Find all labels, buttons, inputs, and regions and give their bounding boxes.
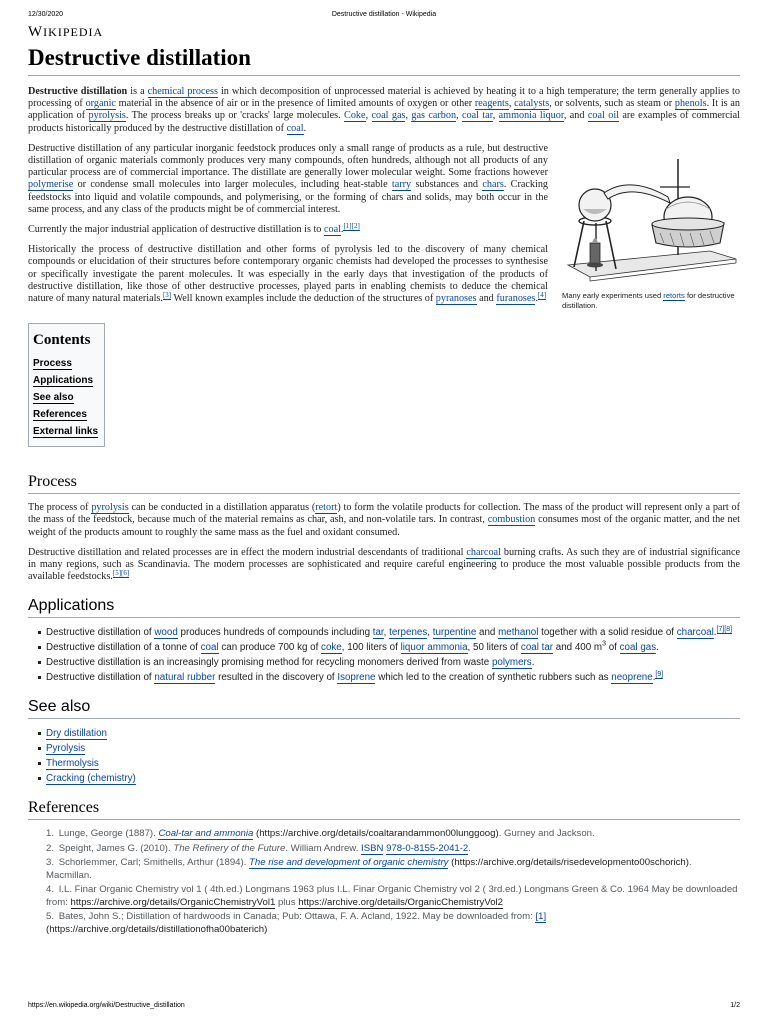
link-combustion[interactable]: combustion xyxy=(487,514,536,526)
reference-item: 2. Speight, James G. (2010). The Refinery of the Future. William Andrew. ISBN 978-0-8155-2041-2. xyxy=(46,842,471,854)
link-catalysts[interactable]: catalysts xyxy=(514,98,550,110)
page-title: Destructive distillation xyxy=(28,45,740,76)
heading-process: Process xyxy=(28,473,740,494)
figure-caption: Many early experiments used retorts for destructive distillation. xyxy=(562,290,735,310)
list-item: Destructive distillation of a tonne of coal can produce 700 kg of coke, 100 liters of liquor ammonia, 50 liters of coal tar and 400 $m^3$ of coal gas. xyxy=(38,641,740,654)
link-charcoal[interactable]: charcoal xyxy=(466,546,501,558)
references-list xyxy=(38,828,740,936)
reference-item: 3. Schorlemmer, Carl; Smithells, Arthur (1894). The rise and development of organic chemistry (https://archive.org/details/risedevelopmento00schorich). Macmillan. xyxy=(46,857,692,881)
link-ref-organic-chemistry-vol2[interactable]: https://archive.org/details/OrganicChemistryVol2 xyxy=(298,896,503,908)
heading-see-also: See also xyxy=(28,698,740,719)
list-item xyxy=(38,742,740,755)
link-dry-distillation[interactable]: Dry distillation xyxy=(46,728,107,740)
intro-paragraph-3: Currently the major industrial application of destructive distillation is to coal.[1][2] xyxy=(28,221,360,236)
link-ref-distillation-hardwoods[interactable]: [1] xyxy=(535,911,547,923)
link-tar[interactable]: tar xyxy=(372,627,384,639)
link-methanol[interactable]: methanol xyxy=(498,627,539,639)
link-coal-oil[interactable]: coal oil xyxy=(587,110,619,122)
link-natural-rubber[interactable]: natural rubber xyxy=(154,672,216,684)
heading-references: References xyxy=(28,799,740,820)
list-item: Destructive distillation is an increasingly promising method for recycling monomers derived from waste polymers. xyxy=(38,656,740,669)
intro-paragraph-2: Destructive distillation of any particular inorganic feedstock produces only a small range of products as a rule, but destructive distillation of organic materials commonly produces very many compounds, often hundreds, although not all products of any particular process are of commercial importance. The distillate are generally lower molecular weight. Some fractions however polymerise or condense small molecules into larger molecules, including heat-stable tarry substances and chars. Cracking feedstocks into liquid and volatile compounds, and polymerising, or the forming of chars and solids, may both occur in the same process, and any class of the products might be of commercial interest. xyxy=(28,142,549,215)
print-page-number: 1/2 xyxy=(730,1002,740,1009)
link-coal-tar-2[interactable]: coal tar xyxy=(520,642,554,654)
toc-item-process[interactable]: Process xyxy=(33,358,72,370)
toc-item-external-links[interactable]: External links xyxy=(33,426,99,438)
link-chemical-process[interactable]: chemical process xyxy=(147,86,218,97)
print-url: https://en.wikipedia.org/wiki/Destructive_distillation xyxy=(28,1002,185,1009)
retort-figure xyxy=(560,147,740,311)
toc-title: Contents xyxy=(33,332,91,349)
link-pyrolysis-3[interactable]: Pyrolysis xyxy=(46,743,86,755)
citation-9[interactable]: [9] xyxy=(655,671,664,679)
see-also-list xyxy=(38,727,740,785)
link-coal-gas-2[interactable]: coal gas xyxy=(619,642,657,654)
link-charcoal-2[interactable]: charcoal xyxy=(676,627,714,639)
link-coal-2[interactable]: coal xyxy=(323,224,341,236)
link-ref-rise-and-development[interactable]: The rise and development of organic chemistry xyxy=(249,857,449,869)
link-liquor-ammonia[interactable]: liquor ammonia xyxy=(400,642,468,654)
link-pyranoses[interactable]: pyranoses xyxy=(435,293,477,305)
link-coke-2[interactable]: coke xyxy=(321,642,342,654)
link-coal-tar[interactable]: coal tar xyxy=(462,110,493,122)
citation-3[interactable]: [3] xyxy=(162,290,172,299)
link-polymers[interactable]: polymers xyxy=(491,657,532,669)
intro-paragraph-1: Destructive distillation is a chemical process in which decomposition of unprocessed material is achieved by heating it to a high temperature; the term generally applies to processing of organic material in the absence of air or in the presence of limited amounts of oxygen or other reagents, catalysts, or solvents, such as steam or phenols. It is an application of pyrolysis. The process breaks up or 'cracks' large molecules. Coke, coal gas, gas carbon, coal tar, ammonia liquor, and coal oil are examples of commercial products historically produced by the destructive distillation of coal. xyxy=(28,86,740,134)
link-isoprene[interactable]: Isoprene xyxy=(337,672,376,684)
link-turpentine[interactable]: turpentine xyxy=(432,627,477,639)
citation-1-2[interactable]: [1][2] xyxy=(343,221,360,230)
link-terpenes[interactable]: terpenes xyxy=(389,627,428,639)
link-coal-3[interactable]: coal xyxy=(200,642,219,654)
link-coke[interactable]: Coke xyxy=(344,110,366,122)
list-item: Destructive distillation of wood produces hundreds of compounds including tar, terpenes, turpentine and methanol together with a solid residue of charcoal.[7][8] xyxy=(38,626,740,639)
link-wood[interactable]: wood xyxy=(154,627,178,639)
link-coal[interactable]: coal xyxy=(286,122,304,134)
toc-item-references[interactable]: References xyxy=(33,409,87,421)
link-cracking-chemistry[interactable]: Cracking (chemistry) xyxy=(46,773,136,785)
print-title: Destructive distillation - Wikipedia xyxy=(331,11,437,18)
wikipedia-wordmark[interactable]: WIKIPEDIA xyxy=(28,24,104,40)
reference-item: 5. Bates, John S.; Distillation of hardwoods in Canada; Pub: Ottawa, F. A. Acland, 1922. May be downloaded from: [1] (https://archive.org/details/distillationofha00baterich) xyxy=(46,911,547,935)
list-item: Destructive distillation of natural rubber resulted in the discovery of Isoprene which led to the creation of synthetic rubbers such as neoprene.[9] xyxy=(38,671,740,684)
link-ammonia-liquor[interactable]: ammonia liquor xyxy=(498,110,564,122)
link-phenols[interactable]: phenols xyxy=(674,98,707,110)
process-paragraph-1: The process of pyrolysis can be conducted in a distillation apparatus (retort) to form the volatile products for collection. The mass of the product will represent only a part of the mass of the feedstock, because much of the material remains as char, ash, and non-volatile tars. In contrast, combustion consumes most of the organic matter, and the net weight of the products amount to roughly the same mass as the fuel and oxidant consumed. xyxy=(28,502,741,538)
link-reagents[interactable]: reagents xyxy=(474,98,509,110)
link-chars[interactable]: chars xyxy=(482,179,504,191)
link-ref-organic-chemistry-vol1[interactable]: https://archive.org/details/OrganicChemistryVol1 xyxy=(70,896,276,908)
link-isbn-number[interactable]: 978-0-8155-2041-2 xyxy=(386,842,469,854)
print-header xyxy=(28,11,740,21)
link-furanoses[interactable]: furanoses xyxy=(496,293,536,305)
process-paragraph-2: Destructive distillation and related processes are in effect the modern industrial descendants of traditional charcoal burning crafts. As such they are of industrial significance in many regions, such as Scandinavia. The modern processes are sophisticated and require careful engineering to produce the most valuable possible products from the available feedstocks.[5][6] xyxy=(28,546,740,583)
link-isbn[interactable]: ISBN xyxy=(361,842,384,854)
link-neoprene[interactable]: neoprene xyxy=(611,672,653,684)
link-pyrolysis[interactable]: pyrolysis xyxy=(88,110,126,122)
toc-item-see-also[interactable]: See also xyxy=(33,392,74,404)
heading-applications: Applications xyxy=(28,597,740,618)
link-polymerise[interactable]: polymerise xyxy=(28,179,74,191)
list-item xyxy=(38,772,740,785)
citation-7-8[interactable]: [7][8] xyxy=(716,626,733,634)
table-of-contents xyxy=(28,323,105,447)
intro-paragraph-4: Historically the process of destructive distillation and other forms of pyrolysis led to the discovery of many chemical compounds or elucidation of their structures before contemporary organic chemists had developed the processes to synthesise or specifically investigate the parent molecules. It was especially in the early days that investigation of the products of destructive distillation, like those of other destructive processes, played parts in enabling chemists to deduce the chemical nature of many natural materials.[3] Well known examples include the deduction of the structures of pyranoses and furanoses.[4] xyxy=(28,244,548,305)
print-footer xyxy=(28,1002,740,1012)
reference-item: 4. I.L. Finar Organic Chemistry vol 1 ( 4th.ed.) Longmans 1963 plus I.L. Finar Organic Chemistry vol 2 ( 3rd.ed.) Longmans Green & Co. 1964 May be downloaded from: https://archive.org/details/OrganicChemistryVol1 plus https://archive.org/details/OrganicChemistryVol2 xyxy=(46,884,738,908)
citation-4[interactable]: [4] xyxy=(537,290,547,299)
reference-item: 1. Lunge, George (1887). Coal-tar and ammonia (https://archive.org/details/coaltarandammon00lunggoog). Gurney and Jackson. xyxy=(46,828,595,840)
citation-5-6[interactable]: [5][6] xyxy=(112,568,130,577)
applications-list xyxy=(38,626,740,684)
link-thermolysis[interactable]: Thermolysis xyxy=(46,758,99,770)
link-ref-coal-tar-and-ammonia[interactable]: Coal-tar and ammonia xyxy=(158,828,254,840)
article-content xyxy=(28,22,740,938)
link-organic[interactable]: organic xyxy=(85,98,116,110)
list-item xyxy=(38,757,740,770)
link-retorts[interactable]: retorts xyxy=(663,290,685,300)
link-retort[interactable]: retort xyxy=(315,502,338,514)
link-gas-carbon[interactable]: gas carbon xyxy=(411,110,457,122)
link-tarry[interactable]: tarry xyxy=(391,179,412,191)
toc-item-applications[interactable]: Applications xyxy=(33,375,94,387)
list-item xyxy=(38,727,740,740)
link-pyrolysis-2[interactable]: pyrolysis xyxy=(91,502,129,514)
retort-illustration[interactable] xyxy=(560,147,740,287)
print-date: 12/30/2020 xyxy=(28,11,64,18)
link-coal-gas[interactable]: coal gas xyxy=(371,110,406,122)
